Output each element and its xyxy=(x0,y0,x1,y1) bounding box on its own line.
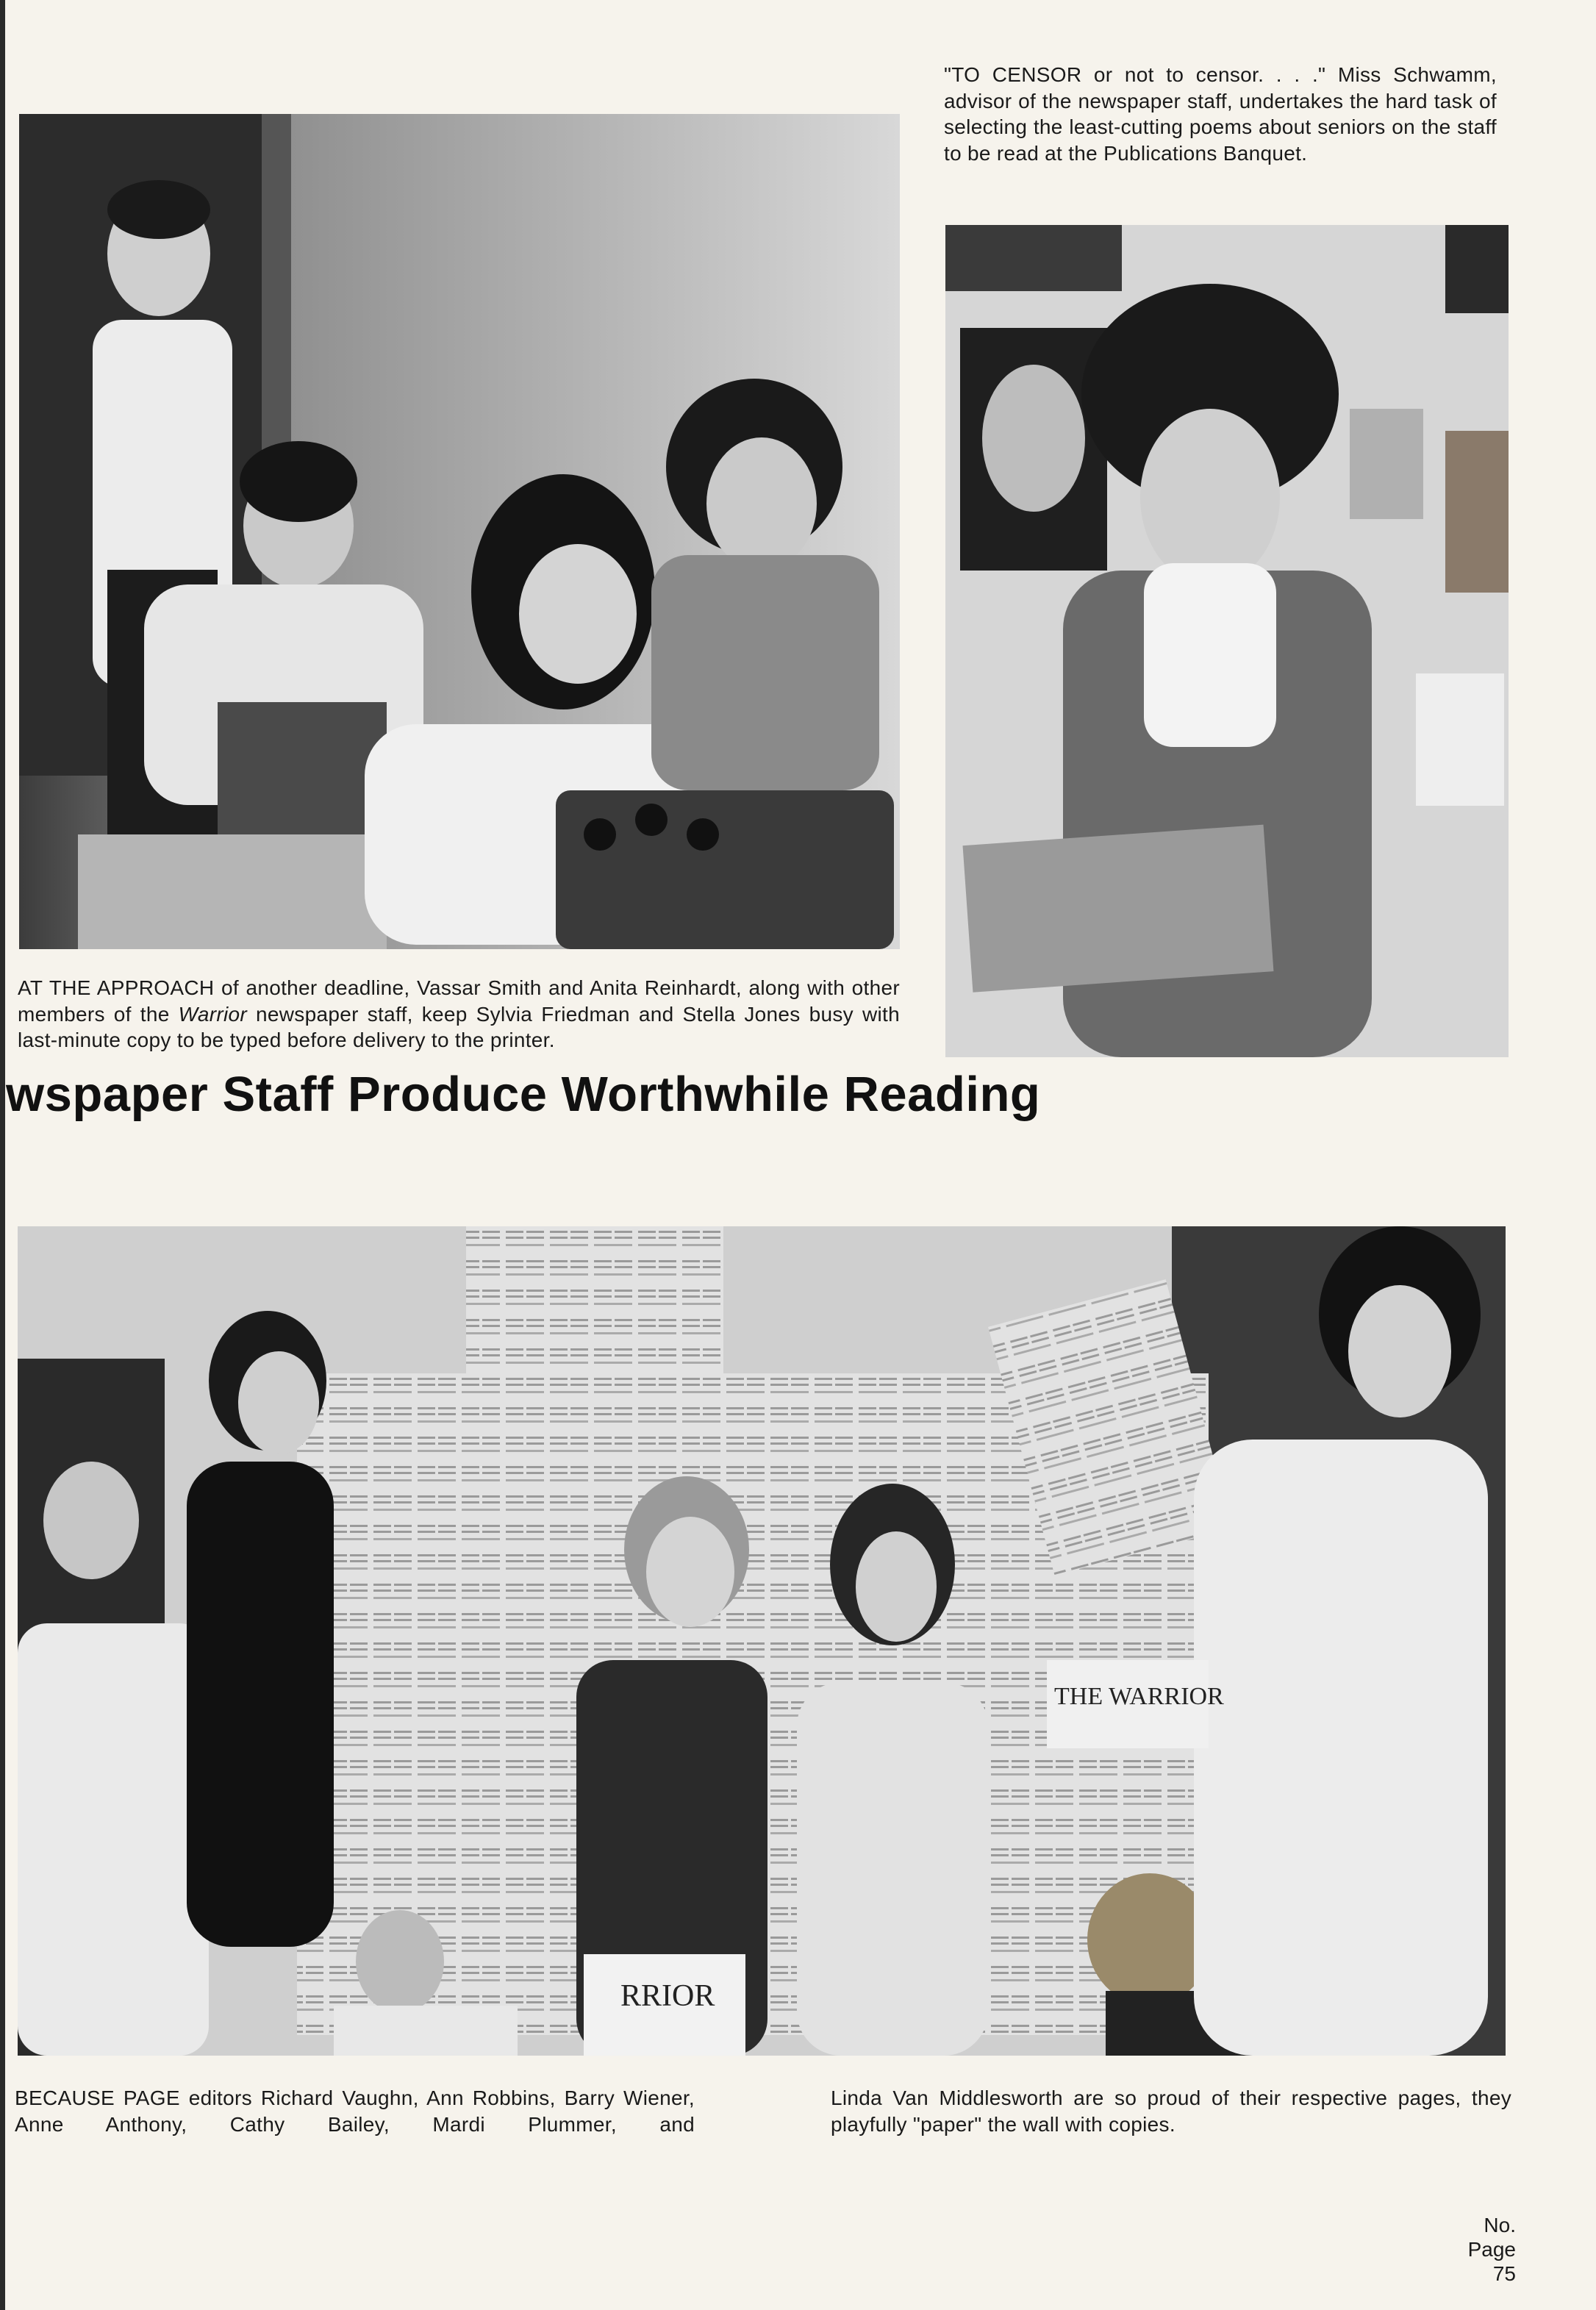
wall-sign-text: THE WARRIOR xyxy=(1054,1683,1224,1710)
typing-caption-italic: Warrior xyxy=(178,1002,248,1026)
paper-sign-text: RRIOR xyxy=(620,1979,715,2013)
advisor-caption xyxy=(944,62,1497,166)
typing-caption xyxy=(18,975,900,1054)
newspaper-wall-photo xyxy=(18,1226,1506,2056)
typing-caption-lead: AT THE APPROACH xyxy=(18,976,215,999)
staff-typing-photo xyxy=(19,114,900,949)
wall-caption-lead: BECAUSE PAGE xyxy=(15,2086,180,2109)
page-headline: wspaper Staff Produce Worthwhile Reading xyxy=(6,1067,1041,1122)
page-left-edge xyxy=(0,0,5,2310)
page-number xyxy=(1441,2213,1516,2286)
typing-caption-part1: of another deadline, Vassar Smith and Anita Reinhardt, along with other members of the xyxy=(18,976,900,1026)
typing-caption-part2: newspaper staff, keep Sylvia Friedman and Stella Jones busy with last-minute copy to be typed before delivery to the printer. xyxy=(18,1002,900,1051)
page-number-line1: No. xyxy=(1484,2214,1516,2236)
advisor-caption-body: Miss Schwamm, advisor of the newspaper staff, undertakes the hard task of selecting the least-cutting poems about seniors on the staff to be read at the Publications Banquet. xyxy=(944,63,1497,165)
wall-caption-left xyxy=(15,2085,695,2137)
page-number-line3: 75 xyxy=(1492,2262,1516,2285)
wall-caption-right: Linda Van Middlesworth are so proud of their respective pages, they playfully "paper" the wall with copies. xyxy=(831,2086,1511,2136)
wall-caption-part1: editors Richard Vaughn, Ann Robbins, Barry Wiener, Anne Anthony, Cathy Bailey, Mardi Plummer, and xyxy=(15,2086,695,2136)
advisor-portrait-photo xyxy=(945,225,1509,1057)
page-number-line2: Page xyxy=(1467,2238,1516,2261)
advisor-caption-lead: "TO CENSOR or not to censor. . . ." xyxy=(944,63,1326,86)
